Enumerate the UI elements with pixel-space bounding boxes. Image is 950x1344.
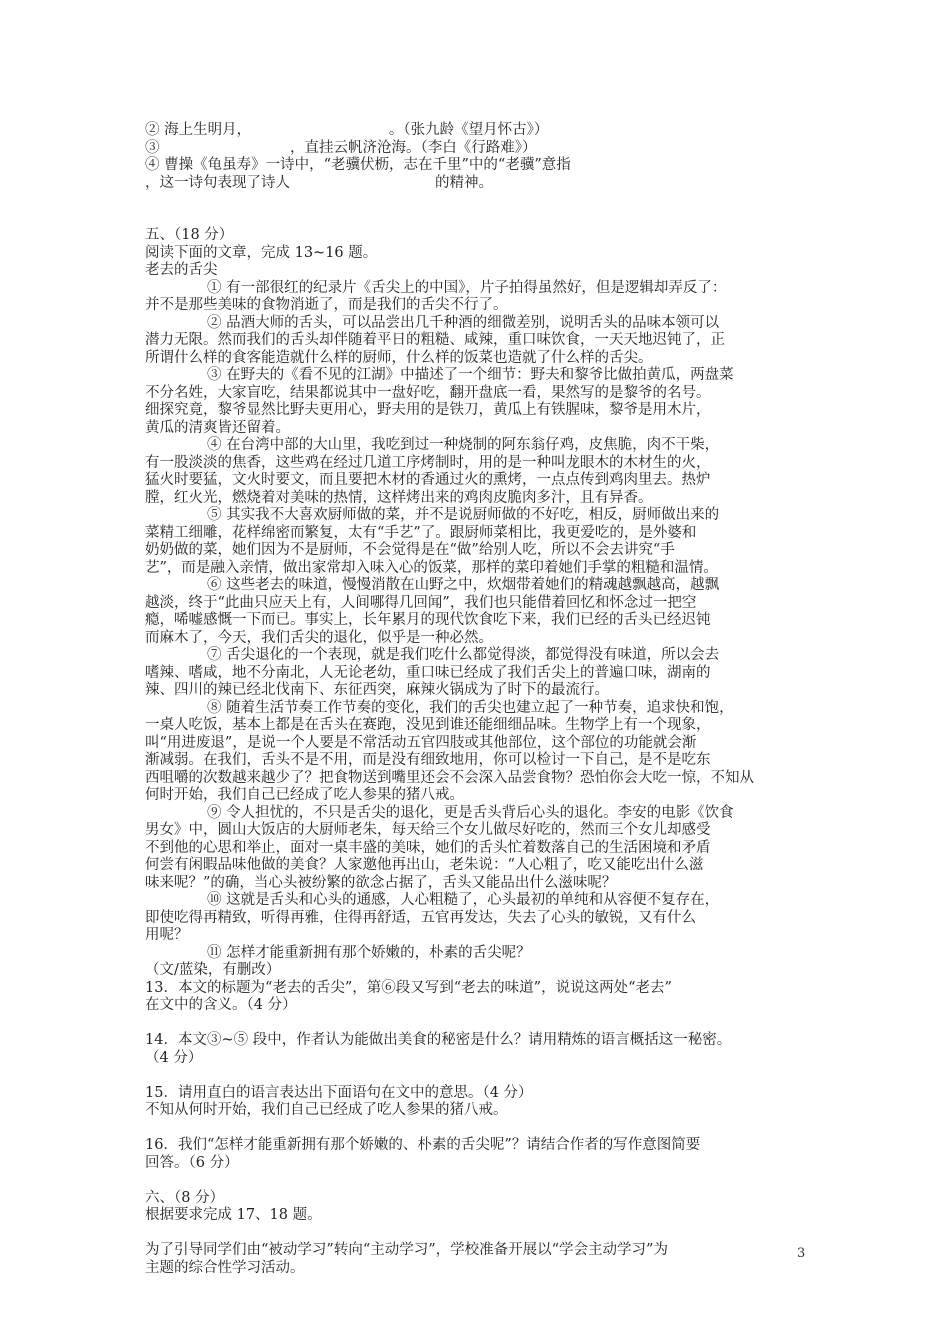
article-paragraph	[145, 647, 815, 700]
section-heading: 五、（18 分）	[145, 227, 234, 243]
paragraph-line: ⑦ 舌尖退化的一个表现，就是我们吃什么都觉得淡，都觉得没有味道，所以会去	[207, 647, 720, 663]
paragraph-line: ⑨ 令人担忧的，不只是舌尖的退化，更是舌头背后心头的退化。李安的电影《饮食	[207, 804, 734, 821]
paragraph-line: 即使吃得再精致，听得再雅，住得再舒适，五官再发达，失去了心头的敏锐，又有什么	[145, 909, 696, 926]
paragraph-line: 黄瓜的清爽皆还留着。	[145, 419, 290, 436]
paragraph-line: 越淡，终于“此曲只应天上有，人间哪得几回闻”，我们也只能借着回忆和怀念过一把空	[145, 594, 697, 611]
paragraph-line: 瘾，唏嘘感慨一下而已。事实上，长年累月的现代饮食吃下来，我们已经的舌头已经迟钝	[145, 612, 711, 628]
question-line: 不知从何时开始，我们自己已经成了吃人参果的猪八戒。	[145, 1102, 508, 1118]
paragraph-line: 叫“用进废退”，是说一个人要是不常活动五官四肢或其他部位，这个部位的功能就会渐	[145, 734, 697, 751]
paragraph-line: 一桌人吃饭，基本上都是在舌头在赛跑，没见到谁还能细细品味。生物学上有一个现象，	[145, 717, 711, 733]
section-instruction: 阅读下面的文章，完成 13~16 题。	[145, 244, 378, 261]
paragraph-line: 艺”，而是融入亲情，做出家常却入味入心的饭菜，那样的菜印着她们手掌的粗糙和温情。	[145, 559, 718, 576]
question-line: 14．本文③~⑤ 段中，作者认为能做出美食的秘密是什么？请用精炼的语言概括这一秘密。	[145, 1032, 732, 1048]
paragraph-line: ① 有一部很红的纪录片《舌尖上的中国》，片子拍得虽然好，但是逻辑却弄反了：	[207, 279, 727, 296]
question-item	[145, 1120, 815, 1173]
poem-line: ，这一诗句表现了诗人 的精神。	[145, 174, 493, 191]
paragraph-line: 奶奶做的菜，她们因为不是厨师，不会觉得是在“做”给别人吃，所以不会去讲究“手	[145, 542, 675, 558]
paragraph-line: 嗜辣、嗜咸，地不分南北，人无论老幼，重口味已经成了我们舌尖上的普遍口味，湖南的	[145, 664, 711, 681]
paragraph-line: 用呢？	[145, 927, 189, 943]
section-body-line: 为了引导同学们由“被动学习”转向“主动学习”，学校准备开展以“学会主动学习”为	[145, 1242, 668, 1258]
article-paragraph	[145, 367, 815, 437]
article-paragraph	[145, 437, 815, 507]
section-five	[145, 227, 815, 1277]
article-paragraph	[145, 577, 815, 647]
paragraph-line: ⑤ 其实我不大喜欢厨师做的菜，并不是说厨师做的不好吃，相反，厨师做出来的	[207, 507, 720, 523]
poem-fill-in-block	[145, 122, 815, 192]
question-item	[145, 1067, 815, 1120]
article-paragraph	[145, 315, 815, 368]
poem-line: ③ ，直挂云帆济沧海。（李白《行路难》）	[145, 139, 537, 156]
paragraph-line: 渐减弱。在我们，舌头不是不用，而是没有细致地用，你可以检讨一下自己，是不是吃东	[145, 752, 711, 768]
question-line: 13．本文的标题为“老去的舌尖”，第⑥段又写到“老去的味道”，说说这两处“老去”	[145, 979, 672, 996]
question-line: 回答。（6 分）	[145, 1154, 239, 1171]
article-title: 老去的舌尖	[145, 262, 218, 278]
article-source: （文/蓝染，有删改）	[145, 962, 281, 978]
article-paragraph	[145, 945, 815, 963]
paragraph-line: ④ 在台湾中部的大山里，我吃到过一种烧制的阿东翁仔鸡，皮焦脆，肉不干柴，	[207, 437, 720, 453]
section-body-line: 主题的综合性学习活动。	[145, 1259, 305, 1276]
paragraph-line: 何尝有闲暇品味他做的美食？人家邀他再出山，老朱说：“人心粗了，吃又能吃出什么滋	[145, 857, 704, 873]
paragraph-line: ⑧ 随着生活节奏工作节奏的变化，我们的舌尖也建立起了一种节奏，追求快和饱，	[207, 699, 734, 716]
paragraph-line: ⑪ 怎样才能重新拥有那个娇嫩的，朴素的舌尖呢？	[207, 944, 531, 961]
paragraph-line: 辣、四川的辣已经北伐南下、东征西突，麻辣火锅成为了时下的最流行。	[145, 682, 609, 698]
paragraph-line: 所谓什么样的食客能造就什么样的厨师，什么样的饭菜也造就了什么样的舌尖。	[145, 349, 653, 366]
article-paragraph	[145, 700, 815, 805]
section-instruction: 根据要求完成 17、18 题。	[145, 1207, 322, 1223]
question-line: 16．我们“怎样才能重新拥有那个娇嫩的、朴素的舌尖呢”？请结合作者的写作意图简要	[145, 1137, 701, 1153]
paragraph-line: ⑥ 这些老去的味道，慢慢消散在山野之中，炊烟带着她们的精魂越飘越高，越飘	[207, 577, 720, 593]
paragraph-line: 潜力无限。然而我们的舌头却伴随着平日的粗糙、咸辣，重口味饮食，一天天地迟钝了，正	[145, 332, 725, 348]
article-paragraph	[145, 805, 815, 893]
article-body	[145, 280, 815, 963]
question-item	[145, 980, 815, 1015]
paragraph-line: 猛火时要猛，文火时要文，而且要把木材的香通过火的熏烤，一点点传到鸡肉里去。热炉	[145, 472, 711, 488]
article-paragraph	[145, 280, 815, 315]
page-number: 3	[797, 1246, 806, 1261]
question-line: 在文中的含义。（4 分）	[145, 997, 297, 1013]
section-heading: 六、（8 分）	[145, 1189, 225, 1206]
paragraph-line: 菜精工细雕，花样绵密而繁复，太有“手艺”了。跟厨师菜相比，我更爱吃的，是外婆和	[145, 524, 697, 541]
paragraph-line: ⑩ 这就是舌头和心头的通感，人心粗糙了，心头最初的单纯和从容便不复存在，	[207, 892, 720, 908]
paragraph-line: 西咀嚼的次数越来越少了？把食物送到嘴里还会不会深入品尝食物？恐怕你会大吃一惊，不知从	[145, 769, 754, 786]
paragraph-line: 并不是那些美味的食物消逝了，而是我们的舌尖不行了。	[145, 297, 508, 313]
article-paragraph	[145, 507, 815, 577]
paragraph-line: 何时开始，我们自己已经成了吃人参果的猪八戒。	[145, 787, 464, 803]
paragraph-line: 膛，红火光，燃烧着对美味的热情，这样烤出来的鸡肉皮脆肉多汁，且有异香。	[145, 489, 653, 506]
paragraph-line: 有一股淡淡的焦香，这些鸡在经过几道工序烤制时，用的是一种叫龙眼木的木材生的火，	[145, 454, 711, 471]
paragraph-line: 味来呢？”的确，当心头被纷繁的欲念占据了，舌头又能品出什么滋味呢？	[145, 874, 617, 891]
paragraph-line: 细探究竟，黎爷显然比野夫更用心，野夫用的是铁刀，黄瓜上有铁腥味，黎爷是用木片，	[145, 402, 711, 418]
paragraph-line: 不分名姓，大家盲吃，结果都说其中一盘好吃，翻开盘底一看，果然写的是黎爷的名号。	[145, 384, 711, 401]
paragraph-line: 不到他的心思和举止，面对一桌丰盛的美味，她们的舌头忙着数落自己的生活困境和矛盾	[145, 839, 711, 856]
poem-line: ④ 曹操《龟虽寿》一诗中，“老骥伏枥，志在千里”中的“老骥”意指	[145, 157, 571, 173]
poem-line: ② 海上生明月， 。（张九龄《望月怀古》）	[145, 122, 549, 138]
question-line: （4 分）	[145, 1049, 203, 1066]
question-line: 15．请用直白的语言表达出下面语句在文中的意思。（4 分）	[145, 1084, 533, 1101]
paragraph-line: 而麻木了，今天，我们舌尖的退化，似乎是一种必然。	[145, 629, 493, 646]
article-paragraph	[145, 892, 815, 945]
paragraph-line: ③ 在野夫的《看不见的江湖》中描述了一个细节：野夫和黎爷比做拍黄瓜，两盘菜	[207, 367, 734, 383]
paragraph-line: 男女》中，圆山大饭店的大厨师老朱，每天给三个女儿做尽好吃的，然而三个女儿却感受	[145, 822, 711, 838]
question-list	[145, 980, 815, 1173]
question-item	[145, 1015, 815, 1068]
paragraph-line: ② 品酒大师的舌头，可以品尝出几千种酒的细微差别，说明舌头的品味本领可以	[207, 314, 720, 331]
